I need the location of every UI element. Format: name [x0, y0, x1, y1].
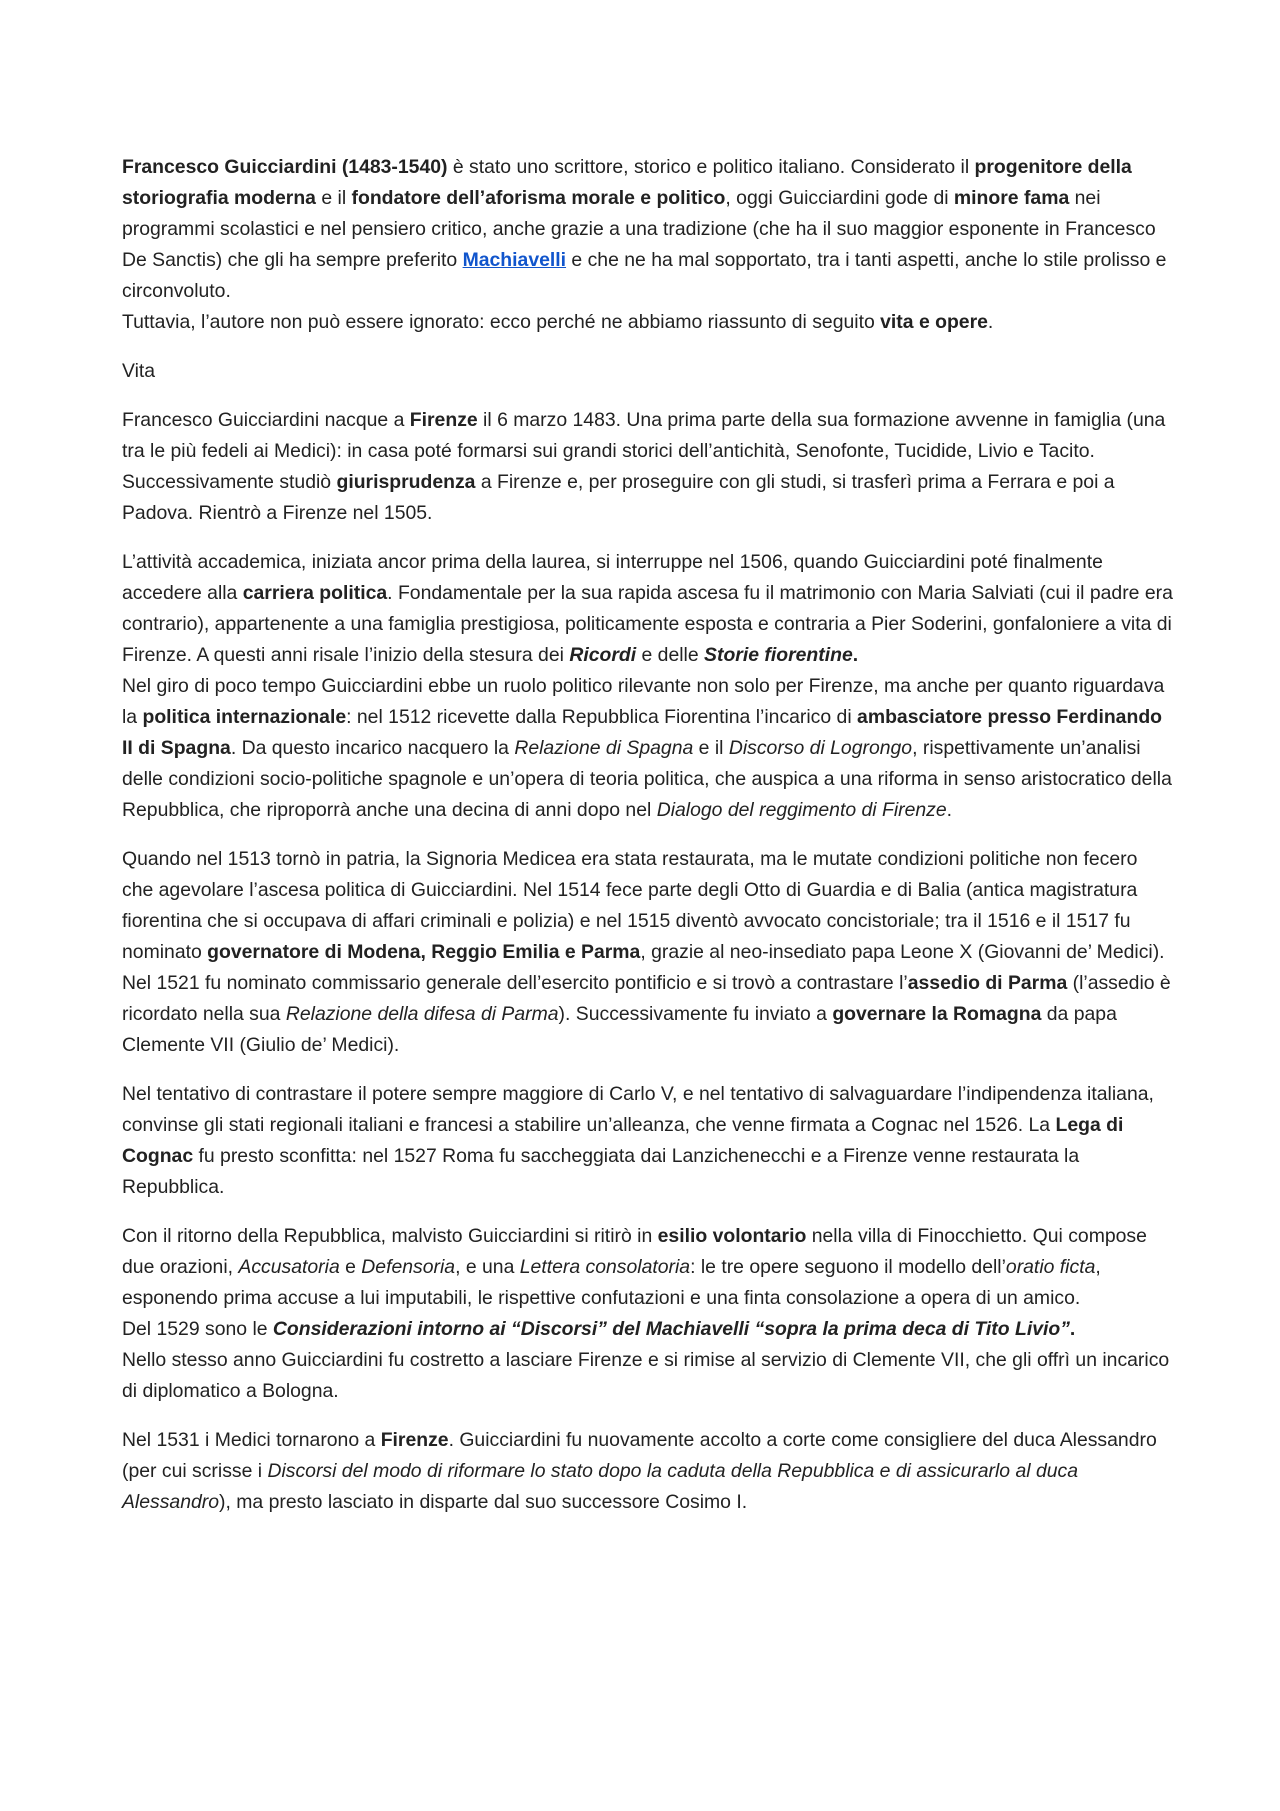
author-name: Francesco Guicciardini (1483-1540)	[122, 156, 448, 178]
paragraph-final-years: Nel 1531 i Medici tornarono a Firenze. Guicciardini fu nuovamente accolto a corte come consigliere del duca Alessandro (per cui scrisse i Discorsi del modo di riformare lo stato dopo la caduta della Repubblica e di assicurarlo al duca Alessandro), ma presto lasciato in disparte dal suo successore Cosimo I.	[122, 1429, 1157, 1513]
section-heading-vita: Vita	[122, 360, 156, 382]
intro-paragraph: Francesco Guicciardini (1483-1540) è stato uno scrittore, storico e politico italiano. Considerato il progenitore della storiografia moderna e il fondatore dell’aforisma morale e politico, oggi Guicciardini gode di minore fama nei programmi scolastici e nel pensiero critico, anche grazie a una tradizione (che ha il suo maggior esponente in Francesco De Sanctis) che gli ha sempre preferito Machiavelli e che ne ha mal sopportato, tra i tanti aspetti, anche lo stile prolisso e circonvoluto. Tuttavia, l’autore non può essere ignorato: ecco perché ne abbiamo riassunto di seguito vita e opere.	[122, 156, 1167, 333]
paragraph-birth: Francesco Guicciardini nacque a Firenze il 6 marzo 1483. Una prima parte della sua formazione avvenne in famiglia (una tra le più fedeli ai Medici): in casa poté formarsi sui grandi storici dell’antichità, Senofonte, Tucidide, Livio e Tacito. Successivamente studiò giurisprudenza a Firenze e, per proseguire con gli studi, si trasferì prima a Ferrara e poi a Padova. Rientrò a Firenze nel 1505.	[122, 409, 1166, 524]
paragraph-political-career: L’attività accademica, iniziata ancor prima della laurea, si interruppe nel 1506, quando Guicciardini poté finalmente accedere alla carriera politica. Fondamentale per la sua rapida ascesa fu il matrimonio con Maria Salviati (cui il padre era contrario), appartenente a una famiglia prestigiosa, politicamente esposta e contraria a Pier Soderini, gonfaloniere a vita di Firenze. A questi anni risale l’inizio della stesura dei Ricordi e delle Storie fiorentine. Nel giro di poco tempo Guicciardini ebbe un ruolo politico rilevante non solo per Firenze, ma anche per quanto riguardava la politica internazionale: nel 1512 ricevette dalla Repubblica Fiorentina l’incarico di ambasciatore presso Ferdinando II di Spagna. Da questo incarico nacquero la Relazione di Spagna e il Discorso di Logrongo, rispettivamente un’analisi delle condizioni socio-politiche spagnole e un’opera di teoria politica, che auspica a una riforma in senso aristocratico della Repubblica, che riproporrà anche una decina di anni dopo nel Dialogo del reggimento di Firenze.	[122, 551, 1173, 821]
paragraph-cognac: Nel tentativo di contrastare il potere sempre maggiore di Carlo V, e nel tentativo di salvaguardare l’indipendenza italiana, convinse gli stati regionali italiani e francesi a stabilire un’alleanza, che venne firmata a Cognac nel 1526. La Lega di Cognac fu presto sconfitta: nel 1527 Roma fu saccheggiata dai Lanzichenecchi e a Firenze venne restaurata la Repubblica.	[122, 1083, 1154, 1198]
machiavelli-link[interactable]: Machiavelli	[462, 249, 567, 271]
paragraph-medici-return: Quando nel 1513 tornò in patria, la Signoria Medicea era stata restaurata, ma le mutate condizioni politiche non fecero che agevolare l’ascesa politica di Guicciardini. Nel 1514 fece parte degli Otto di Guardia e di Balia (antica magistratura fiorentina che si occupava di affari criminali e polizia) e nel 1515 diventò avvocato concistoriale; tra il 1516 e il 1517 fu nominato governatore di Modena, Reggio Emilia e Parma, grazie al neo-insediato papa Leone X (Giovanni de’ Medici). Nel 1521 fu nominato commissario generale dell’esercito pontificio e si trovò a contrastare l’assedio di Parma (l’assedio è ricordato nella sua Relazione della difesa di Parma). Successivamente fu inviato a governare la Romagna da papa Clemente VII (Giulio de’ Medici).	[122, 848, 1171, 1056]
document-body	[122, 152, 1174, 1518]
paragraph-exile: Con il ritorno della Repubblica, malvisto Guicciardini si ritirò in esilio volontario nella villa di Finocchietto. Qui compose due orazioni, Accusatoria e Defensoria, e una Lettera consolatoria: le tre opere seguono il modello dell’oratio ficta, esponendo prima accuse a lui imputabili, le rispettive confutazioni e una finta consolazione a opera di un amico. Del 1529 sono le Considerazioni intorno ai “Discorsi” del Machiavelli “sopra la prima deca di Tito Livio”. Nello stesso anno Guicciardini fu costretto a lasciare Firenze e si rimise al servizio di Clemente VII, che gli offrì un incarico di diplomatico a Bologna.	[122, 1225, 1170, 1402]
